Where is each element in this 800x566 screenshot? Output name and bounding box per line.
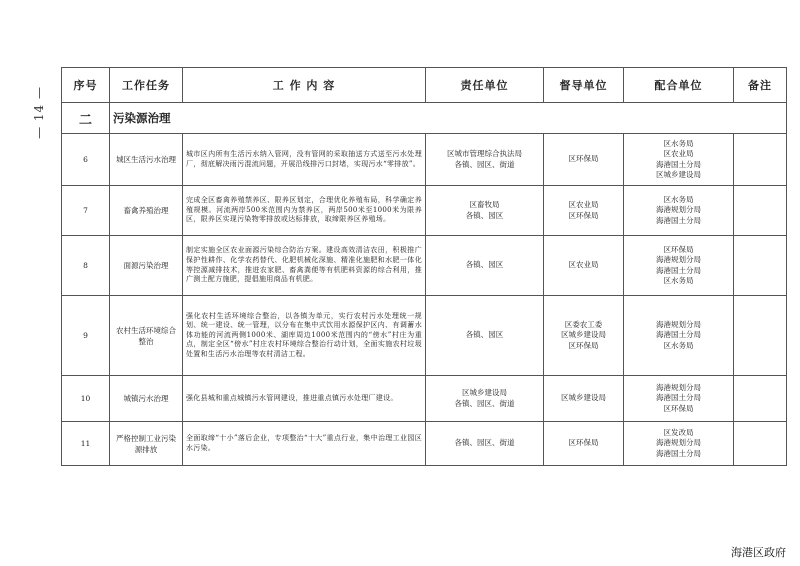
cell-responsible-item: 各镇、园区: [465, 260, 504, 270]
cell-task: 面源污染治理: [110, 236, 183, 296]
cell-responsible-item: 各镇、园区、街道: [454, 398, 515, 408]
cell-content: 强化县城和重点城镇污水管网建设，推进重点镇污水处理厂建设。: [183, 376, 426, 422]
cell-task: 城区生活污水治理: [110, 134, 183, 186]
cell-responsible: [426, 296, 544, 376]
cell-supervisor: [544, 134, 624, 186]
cell-seq: 6: [62, 134, 110, 186]
cell-seq: 10: [62, 376, 110, 422]
cell-responsible-item: 区城市管理综合执法局: [447, 149, 522, 158]
cell-cooperating-item: 海港规划分局: [656, 382, 701, 392]
section-row: [62, 103, 787, 134]
work-task-table: [61, 67, 787, 466]
cell-content: 城市区内所有生活污水纳入管网，没有管网的采取抽送方式送至污水处理厂，彻底解决雨污混流问题，开展沿线排污口封堵，实现污水“零排放”。: [183, 134, 426, 186]
cell-cooperating-item: 海港国土分局: [656, 159, 701, 169]
header-cooperating: 配合单位: [624, 68, 734, 103]
footer-label: 海港区政府: [731, 546, 786, 559]
cell-cooperating-item: 区农业局: [663, 149, 694, 158]
header-seq: 序号: [62, 68, 110, 103]
cell-responsible: [426, 376, 544, 422]
cell-supervisor-item: 区城乡建设局: [561, 393, 606, 403]
cell-seq: 8: [62, 236, 110, 296]
cell-remark: [734, 236, 787, 296]
cell-responsible: [426, 186, 544, 236]
cell-cooperating: [624, 422, 734, 466]
cell-remark: [734, 134, 787, 186]
cell-cooperating-item: 海港国土分局: [656, 393, 701, 403]
cell-cooperating-item: 区水务局: [663, 194, 694, 204]
cell-content: 制定实施全区农业面源污染综合防治方案。建设高效清洁农田，积极推广保护性耕作、化学农药替代、化肥机械化深施、精准化施肥和水肥一体化等控源减排技术，推进农家肥、畜禽粪便等有机肥料资源的综合利用，推广测土配方施肥，提倡施用商品有机肥。: [183, 236, 426, 296]
cell-content: 强化农村生活环境综合整治，以各镇为单元，实行农村污水处理统一规划、统一建设、统一管理，以分布在集中式饮用水源保护区内、有调蓄水体功能的河流两侧1000米、湖库周边1000米范围内的“傍水”村庄为重点，制定全区“傍水”村庄农村环境综合整治行动计划，全面实施农村垃圾处置和生活污水治理等农村清洁工程。: [183, 296, 426, 376]
cell-cooperating-item: 区发改局: [663, 427, 694, 437]
cell-task: 严格控制工业污染源排放: [110, 422, 183, 466]
cell-cooperating-item: 区环保局: [663, 403, 694, 413]
cell-cooperating: [624, 376, 734, 422]
header-task: 工作任务: [110, 68, 183, 103]
cell-remark: [734, 422, 787, 466]
cell-responsible-item: 各镇、园区、街道: [454, 438, 515, 448]
cell-supervisor-item: 区环保局: [568, 340, 599, 350]
cell-supervisor-item: 区农业局: [568, 200, 599, 209]
cell-supervisor: [544, 186, 624, 236]
cell-task: 畜禽养殖治理: [110, 186, 183, 236]
cell-supervisor-item: 区农业局: [568, 260, 599, 270]
cell-remark: [734, 186, 787, 236]
cell-cooperating-item: 海港国土分局: [656, 330, 701, 340]
cell-cooperating-item: 区水务局: [663, 276, 694, 285]
cell-cooperating-item: 区环保局: [663, 244, 694, 254]
cell-seq: 11: [62, 422, 110, 466]
cell-cooperating-item: 区水务局: [663, 340, 694, 350]
cell-cooperating-item: 海港规划分局: [656, 255, 701, 264]
table-row: [62, 422, 787, 466]
cell-responsible: [426, 422, 544, 466]
cell-supervisor-item: 区环保局: [568, 438, 599, 448]
cell-responsible: [426, 134, 544, 186]
cell-supervisor: [544, 422, 624, 466]
page-number: — 14 —: [32, 86, 46, 139]
cell-supervisor-item: 区环保局: [568, 154, 599, 164]
cell-cooperating: [624, 186, 734, 236]
table-row: [62, 376, 787, 422]
cell-cooperating-item: 海港规划分局: [656, 319, 701, 329]
cell-cooperating-item: 海港国土分局: [656, 265, 701, 275]
table-row: [62, 236, 787, 296]
cell-content: 全面取缔“十小”落后企业，专项整治“十大”重点行业，集中治理工业园区水污染。: [183, 422, 426, 466]
cell-cooperating-item: 区城乡建设局: [656, 170, 701, 179]
header-supervisor: 督导单位: [544, 68, 624, 103]
cell-cooperating-item: 区水务局: [663, 138, 694, 148]
table-row: [62, 134, 787, 186]
section-number: 二: [62, 103, 110, 134]
cell-responsible-item: 各镇、园区、街道: [454, 159, 515, 169]
cell-remark: [734, 296, 787, 376]
table-row: [62, 296, 787, 376]
header-content: 工 作 内 容: [183, 68, 426, 103]
cell-supervisor: [544, 296, 624, 376]
header-row: [62, 68, 787, 103]
cell-responsible-item: 各镇、园区: [465, 330, 504, 340]
cell-responsible-item: 各镇、园区: [465, 210, 504, 220]
cell-content: 完成全区畜禽养殖禁养区、限养区划定，合理优化养殖布局，科学确定养殖规模。河流两岸500米范围内为禁养区，两岸500米至1000米为限养区，限养区实现污染物零排放或达标排放，取缔限养区养殖场。: [183, 186, 426, 236]
cell-cooperating: [624, 134, 734, 186]
cell-cooperating: [624, 296, 734, 376]
header-responsible: 责任单位: [426, 68, 544, 103]
cell-seq: 9: [62, 296, 110, 376]
cell-supervisor: [544, 376, 624, 422]
section-title: 污染源治理: [110, 103, 787, 134]
cell-responsible-item: 区畜牧局: [469, 200, 500, 209]
table-row: [62, 186, 787, 236]
cell-task: 农村生活环境综合整治: [110, 296, 183, 376]
cell-cooperating-item: 海港规划分局: [656, 205, 701, 215]
header-remark: 备注: [734, 68, 787, 103]
cell-responsible: [426, 236, 544, 296]
cell-task: 城镇污水治理: [110, 376, 183, 422]
cell-supervisor-item: 区委农工委: [564, 319, 603, 329]
cell-supervisor: [544, 236, 624, 296]
cell-seq: 7: [62, 186, 110, 236]
cell-cooperating-item: 海港国土分局: [656, 215, 701, 225]
cell-remark: [734, 376, 787, 422]
cell-cooperating-item: 海港国土分局: [656, 448, 701, 458]
cell-cooperating-item: 海港规划分局: [656, 438, 701, 448]
cell-supervisor-item: 区城乡建设局: [561, 330, 606, 340]
cell-supervisor-item: 区环保局: [568, 210, 599, 220]
cell-cooperating: [624, 236, 734, 296]
cell-responsible-item: 区城乡建设局: [462, 388, 507, 397]
